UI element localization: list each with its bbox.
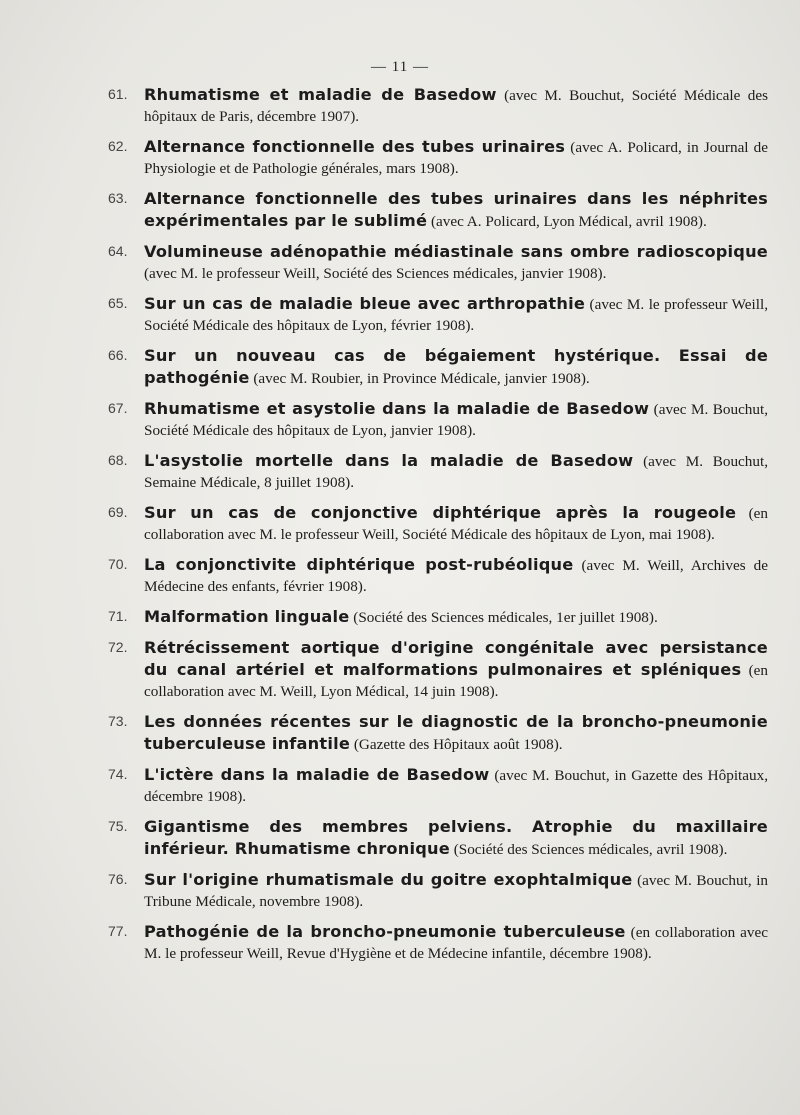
entry-number: 65. — [108, 295, 128, 311]
bibliography-list — [108, 84, 768, 973]
list-item — [108, 554, 768, 597]
list-item — [108, 293, 768, 336]
entry-title: Pathogénie de la broncho-pneumonie tuberculeuse — [144, 922, 626, 941]
entry-reference: (avec M. Bouchut, Semaine Médicale, 8 juillet 1908). — [144, 453, 769, 491]
list-item — [108, 711, 768, 755]
entry-title: Sur un cas de maladie bleue avec arthropathie — [144, 294, 585, 313]
entry-reference: (en collaboration avec M. le professeur Weill, Revue d'Hygiène et de Médecine infantile, décembre 1908). — [144, 924, 768, 962]
entry-number: 63. — [108, 190, 128, 206]
entry-number: 62. — [108, 138, 128, 154]
list-item — [108, 606, 768, 628]
entry-number: 74. — [108, 766, 128, 782]
entry-number: 70. — [108, 556, 128, 572]
list-item — [108, 450, 768, 493]
entry-reference: (avec M. Weill, Archives de Médecine des enfants, février 1908). — [144, 557, 768, 595]
list-item — [108, 502, 768, 545]
entry-number: 64. — [108, 243, 128, 259]
list-item — [108, 345, 768, 389]
entry-number: 69. — [108, 504, 128, 520]
entry-number: 72. — [108, 639, 128, 655]
entry-reference: (avec M. le professeur Weill, Société des Sciences médicales, janvier 1908). — [144, 265, 607, 282]
list-item — [108, 637, 768, 702]
entry-number: 76. — [108, 871, 128, 887]
entry-title: L'ictère dans la maladie de Basedow — [144, 765, 490, 784]
entry-reference: (avec M. Roubier, in Province Médicale, janvier 1908). — [253, 370, 590, 387]
entry-title: Alternance fonctionnelle des tubes urinaires dans les néphrites expérimentales par le sublimé — [144, 189, 768, 230]
entry-title: Les données récentes sur le diagnostic de la broncho-pneumonie tuberculeuse infantile — [144, 712, 768, 753]
entry-reference: (avec A. Policard, in Journal de Physiologie et de Pathologie générales, mars 1908). — [144, 139, 768, 177]
entry-number: 68. — [108, 452, 128, 468]
list-item — [108, 869, 768, 912]
entry-reference: (Société des Sciences médicales, avril 1908). — [453, 841, 728, 858]
entry-reference: (en collaboration avec M. le professeur Weill, Société Médicale des hôpitaux de Lyon, mai 1908). — [144, 505, 769, 543]
entry-number: 75. — [108, 818, 128, 834]
list-item — [108, 188, 768, 232]
entry-title: L'asystolie mortelle dans la maladie de Basedow — [144, 451, 634, 470]
list-item — [108, 816, 768, 860]
entry-reference: (avec M. Bouchut, in Tribune Médicale, novembre 1908). — [144, 872, 769, 910]
list-item — [108, 84, 768, 127]
list-item — [108, 136, 768, 179]
entry-number: 61. — [108, 86, 128, 102]
list-item — [108, 764, 768, 807]
entry-title: La conjonctivite diphtérique post-rubéolique — [144, 555, 574, 574]
entry-reference: (en collaboration avec M. Weill, Lyon Médical, 14 juin 1908). — [144, 662, 768, 700]
entry-reference: (Société des Sciences médicales, 1er juillet 1908). — [353, 609, 658, 626]
entry-title: Sur un cas de conjonctive diphtérique après la rougeole — [144, 503, 737, 522]
entry-reference: (avec M. Bouchut, in Gazette des Hôpitaux, décembre 1908). — [144, 767, 769, 805]
entry-number: 77. — [108, 923, 128, 939]
list-item — [108, 241, 768, 284]
entry-title: Sur l'origine rhumatismale du goitre exophtalmique — [144, 870, 633, 889]
entry-title: Rétrécissement aortique d'origine congénitale avec persistance du canal artériel et malformations pulmonaires et spléniques — [144, 638, 768, 679]
entry-title: Malformation linguale — [144, 607, 350, 626]
entry-number: 71. — [108, 608, 128, 624]
entry-reference: (avec M. Bouchut, Société Médicale des hôpitaux de Paris, décembre 1907). — [144, 87, 769, 125]
entry-number: 73. — [108, 713, 128, 729]
page-number: — 11 — — [371, 59, 429, 75]
entry-title: Rhumatisme et asystolie dans la maladie de Basedow — [144, 399, 650, 418]
entry-reference: (avec A. Policard, Lyon Médical, avril 1908). — [430, 213, 707, 230]
entry-title: Alternance fonctionnelle des tubes urinaires — [144, 137, 566, 156]
entry-reference: (avec M. Bouchut, Société Médicale des hôpitaux de Lyon, janvier 1908). — [144, 401, 769, 439]
entry-reference: (avec M. le professeur Weill, Société Médicale des hôpitaux de Lyon, février 1908). — [144, 296, 768, 334]
list-item — [108, 398, 768, 441]
entry-title: Rhumatisme et maladie de Basedow — [144, 85, 497, 104]
entry-title: Volumineuse adénopathie médiastinale sans ombre radioscopique — [144, 242, 768, 261]
entry-number: 66. — [108, 347, 128, 363]
entry-title: Sur un nouveau cas de bégaiement hystérique. Essai de pathogénie — [144, 346, 768, 387]
entry-title: Gigantisme des membres pelviens. Atrophie du maxillaire inférieur. Rhumatisme chronique — [144, 817, 768, 858]
list-item — [108, 921, 768, 964]
entry-number: 67. — [108, 400, 128, 416]
entry-reference: (Gazette des Hôpitaux août 1908). — [353, 736, 563, 753]
